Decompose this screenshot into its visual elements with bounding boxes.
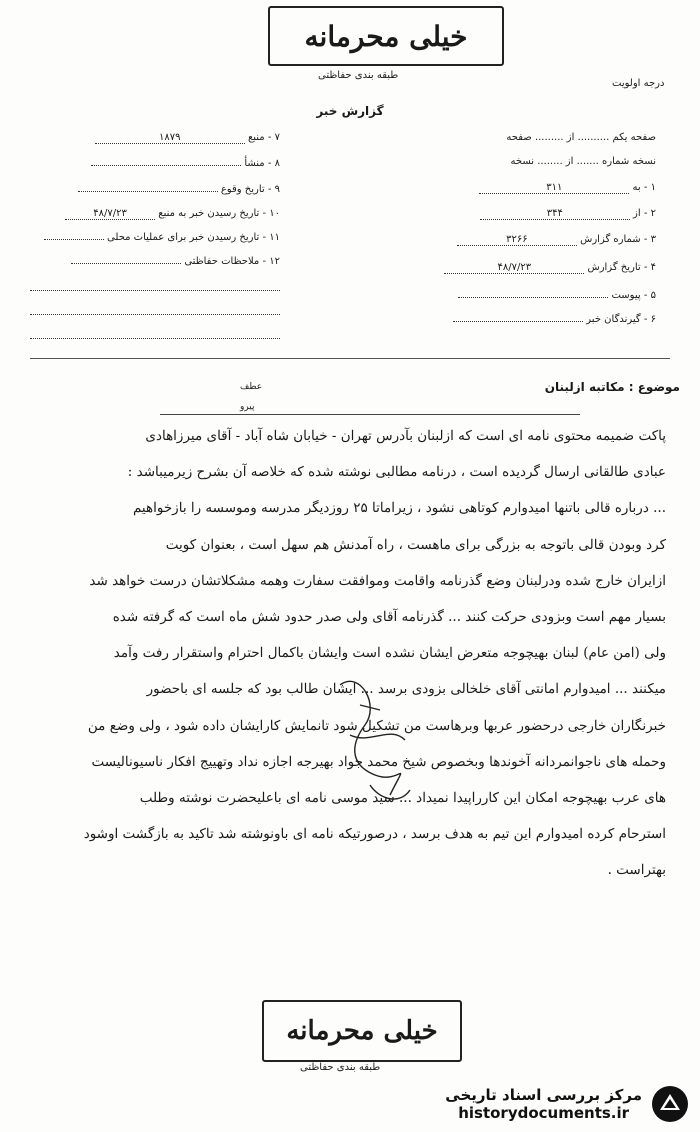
stamp-top-text: خیلی محرمانه — [304, 19, 468, 53]
body-line: استرحام کرده امیدوارم این تیم به هدف برسد ، درصورتیکه نامه ای باونوشته شد تاکید به بازگشت اوشود — [83, 826, 666, 843]
subject: موضوع : مکاتبه ازلبنان — [544, 380, 680, 394]
field-security-notes: ۱۲ - ملاحظات حفاظتی — [71, 256, 280, 267]
field-page-number: صفحه یکم .......... از ......... صفحه — [506, 132, 656, 143]
field-report-number-value: ۳۲۶۶ — [457, 234, 577, 246]
field-from-value: ۳۴۴ — [480, 208, 630, 220]
body-line: عبادی طالقانی ارسال گردیده است ، درنامه مطالبی نوشته شده که خلاصه آن بشرح زیرمیباشد : — [127, 464, 666, 481]
header-divider — [30, 358, 670, 359]
field-recipients: ۶ - گیرندگان خبر — [453, 314, 656, 325]
stamp-bottom-sub-label: طبقه بندی حفاظتی — [300, 1062, 381, 1073]
field-attachment: ۵ - پیوست — [458, 290, 656, 301]
body-line: ازایران خارج شده ودرلبنان وضع گذرنامه واقامت وموافقت سفارت وهمه مشکلاتشان درست خواهد شد — [89, 572, 666, 589]
body-line: میکنند ... امیدوارم امانتی آقای خلخالی بزودی برسد ... ایشان طالب بود که جلسه ای باحضور — [146, 681, 666, 698]
field-received-date-value: ۴۸/۷/۲۳ — [65, 208, 155, 220]
blank-line — [30, 290, 280, 291]
field-to-value: ۳۱۱ — [479, 182, 629, 194]
field-occurrence-date: ۹ - تاریخ وقوع — [78, 184, 280, 195]
archive-logo-icon — [650, 1084, 690, 1124]
field-local-ops-date: ۱۱ - تاریخ رسیدن خبر برای عملیات محلی — [44, 232, 280, 243]
body-line: ولی (امن عام) لبنان بهیچوجه متعرض ایشان نشده است وایشان باکمال احترام واستقرار رفت وآمد — [113, 645, 666, 662]
watermark — [445, 1084, 690, 1124]
subject-row — [0, 378, 700, 418]
body-line: وحمله های ناجوانمردانه آخوندها وبخصوص شیخ محمد جواد بهیرجه اجازه نداد وتهییج افکار ناسیونالیست — [91, 753, 666, 770]
top-classification-stamp — [268, 6, 504, 66]
follow-label: پیرو — [240, 402, 255, 412]
watermark-url: historydocuments.ir — [458, 1104, 630, 1122]
field-report-date-value: ۴۸/۷/۲۳ — [444, 262, 584, 274]
field-report-number: ۳ - شماره گزارش ۳۲۶۶ — [457, 234, 656, 246]
field-report-date: ۴ - تاریخ گزارش ۴۸/۷/۲۳ — [444, 262, 656, 274]
page-title: گزارش خبر — [316, 104, 384, 118]
subject-value: مکاتبه ازلبنان — [544, 380, 625, 394]
body-line: های عرب بهیچوجه امکان این کارراپیدا نمیداد ... سید موسی نامه ای باعلیحضرت نوشته وطلب — [139, 790, 666, 807]
body-line: بسیار مهم است وبزودی حرکت کنند ... گذرنامه آقای ولی صدر حدود شش ماه است که گرفته شده — [112, 609, 666, 626]
ref-label: عطف — [240, 382, 263, 392]
body-line: کرد وبودن قالی باتوجه به بزرگی برای ماهست ، راه آمدنش هم سهل است ، بعنوان کویت — [165, 536, 666, 553]
watermark-title: مرکز بررسی اسناد تاریخی — [445, 1086, 642, 1104]
body-line: پاکت ضمیمه محتوی نامه ای است که ازلبنان بآدرس تهران - خیابان شاه آباد - آقای میرزاهادی — [145, 428, 666, 444]
body-line: ... درباره قالی باتنها امیدوارم کوتاهی نشود ، زیراماتا ۲۵ روزدیگر مدرسه وموسسه را بازخواهیم — [132, 500, 666, 517]
field-origin: ۸ - منشأ — [91, 158, 280, 169]
stamp-bottom-text: خیلی محرمانه — [286, 1016, 438, 1046]
field-source-value: ۱۸۷۹ — [95, 132, 245, 144]
stamp-sub-label: طبقه بندی حفاظتی — [318, 70, 399, 81]
priority-label: درجه اولویت — [612, 78, 665, 89]
bottom-classification-stamp — [262, 1000, 462, 1062]
signature-scribble — [320, 665, 430, 815]
report-body — [36, 418, 666, 889]
blank-line — [30, 338, 280, 339]
field-from: ۲ - از ۳۴۴ — [480, 208, 656, 220]
field-received-date: ۱۰ - تاریخ رسیدن خبر به منبع ۴۸/۷/۲۳ — [65, 208, 280, 220]
subject-underline — [160, 414, 580, 415]
body-line: خبرنگاران خارجی درحضور عربها وبرهاست من تشکیل شود تانمایش کارایشان داده شود ، ولی وضع من — [87, 717, 666, 734]
body-line: بهتراست . — [607, 862, 666, 879]
blank-line — [30, 314, 280, 315]
field-to: ۱ - به ۳۱۱ — [479, 182, 656, 194]
subject-label: موضوع — [637, 380, 680, 394]
field-source: ۷ - منبع ۱۸۷۹ — [95, 132, 280, 144]
field-copy-number: نسخه شماره ....... از ........ نسخه — [510, 156, 656, 167]
